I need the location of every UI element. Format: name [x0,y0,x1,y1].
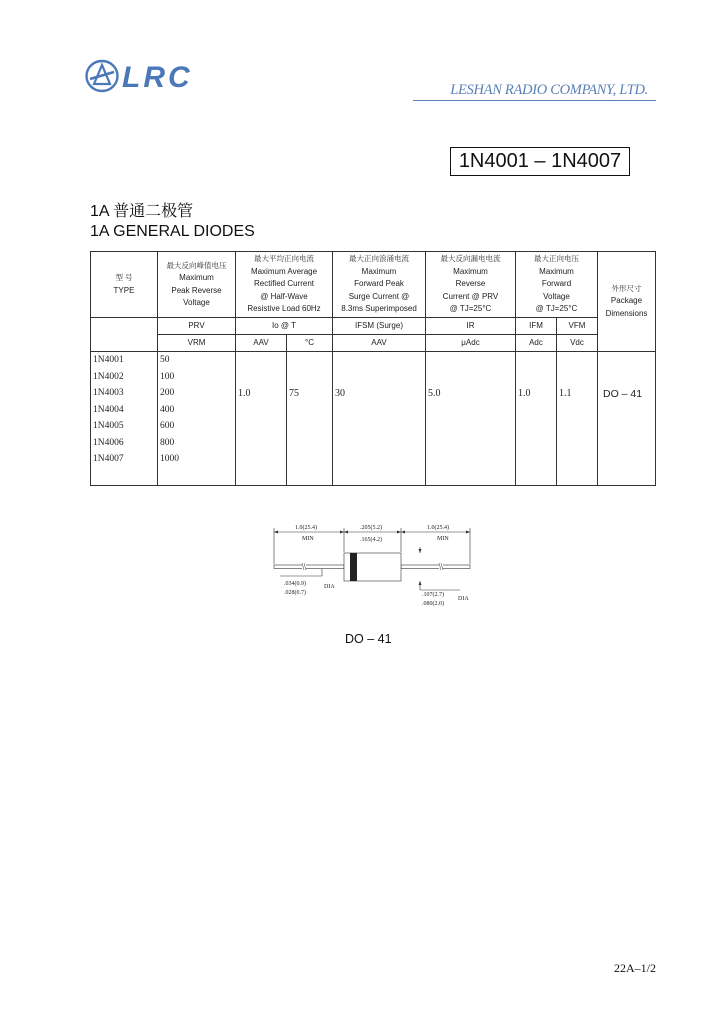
header-ifsm: 最大正向浪涌电流 Maximum Forward Peak Surge Current @ 8.3ms Superimposed [333,252,426,318]
cathode-band [350,553,357,581]
unit-ifsm: AAV [333,335,426,352]
unit-vfm: Vdc [557,335,598,352]
header-vf: 最大正向电压 Maximum Forward Voltage @ TJ=25°C [516,252,598,318]
type-item: 1N4006 [93,437,124,448]
type-item: 1N4004 [93,404,124,415]
unit-row [91,335,656,352]
type-item: 1N4007 [93,454,124,464]
body-dia-label: DIA [458,596,469,602]
lead-length-left: 1.0(25.4) [295,525,317,531]
type-item: 1N4005 [93,421,124,431]
type-item: 1N4002 [93,371,124,382]
body-dia-min: .080(2.0) [422,601,444,607]
page-number: 22A–1/2 [614,961,656,975]
lead-dia-min: .028(0.7) [284,590,306,596]
lead-min-right: MIN [437,536,449,542]
package-value: DO – 41 [598,352,656,486]
prv-item: 200 [160,388,175,398]
param-prv: PRV [158,318,236,335]
vfm-value: 1.1 [557,352,598,486]
data-row [91,352,656,486]
lrc-logo [85,57,210,95]
ifsm-value: 30 [333,352,426,486]
spec-table [90,251,656,486]
prv-item: 1000 [160,454,179,464]
lead-left [274,565,344,569]
unit-temp: °C [287,335,333,352]
param-vfm: VFM [557,318,598,335]
do41-outline-diagram [262,518,482,610]
lead-min-left: MIN [302,536,314,542]
type-list [91,352,158,486]
temp-value: 75 [287,352,333,486]
param-ir: IR [426,318,516,335]
prv-list [158,352,236,486]
header-io: 最大平均正向电流 Maximum Average Rectified Current @ Half-Wave Resistive Load 60Hz [236,252,333,318]
company-name: LESHAN RADIO COMPANY, LTD. [450,82,648,98]
part-range-box: 1N4001 – 1N4007 [450,147,630,176]
prv-item: 800 [160,437,175,448]
type-item: 1N4003 [93,388,124,398]
unit-ifm: Adc [516,335,557,352]
ifm-value: 1.0 [516,352,557,486]
io-value: 1.0 [236,352,287,486]
header-row [91,252,656,318]
prv-item: 600 [160,421,175,431]
param-ifsm: IFSM (Surge) [333,318,426,335]
prv-item: 100 [160,371,175,382]
header-ir: 最大反向漏电电流 Maximum Reverse Current @ PRV @ TJ=25°C [426,252,516,318]
param-io: Io @ T [236,318,333,335]
prv-item: 400 [160,404,175,415]
company-underline [413,100,656,101]
unit-prv: VRM [158,335,236,352]
ir-value: 5.0 [426,352,516,486]
body-dia-max: .107(2.7) [422,592,444,598]
body-length-max: .205(5.2) [360,525,382,531]
logo-text: LRC [122,61,193,94]
header-prv: 最大反向峰值电压 Maximum Peak Reverse Voltage [158,252,236,318]
lead-dia-max: .034(0.9) [284,581,306,587]
unit-io: AAV [236,335,287,352]
body-length-min: .165(4.2) [360,537,382,543]
lead-length-right: 1.0(25.4) [427,525,449,531]
unit-ir: μAdc [426,335,516,352]
header-package: 外形尺寸 Package Dimensions [598,252,656,352]
param-row [91,318,656,335]
lead-right [401,565,470,569]
diagram-caption: DO – 41 [345,632,392,646]
header-type: 型 号 TYPE [91,252,158,318]
prv-item: 50 [160,355,170,365]
blank-cell [91,318,158,352]
title-english: 1A GENERAL DIODES [90,223,255,240]
title-chinese: 1A 普通二极管 [90,203,194,220]
type-item: 1N4001 [93,355,124,365]
lead-dia-label: DIA [324,584,335,590]
param-ifm: IFM [516,318,557,335]
